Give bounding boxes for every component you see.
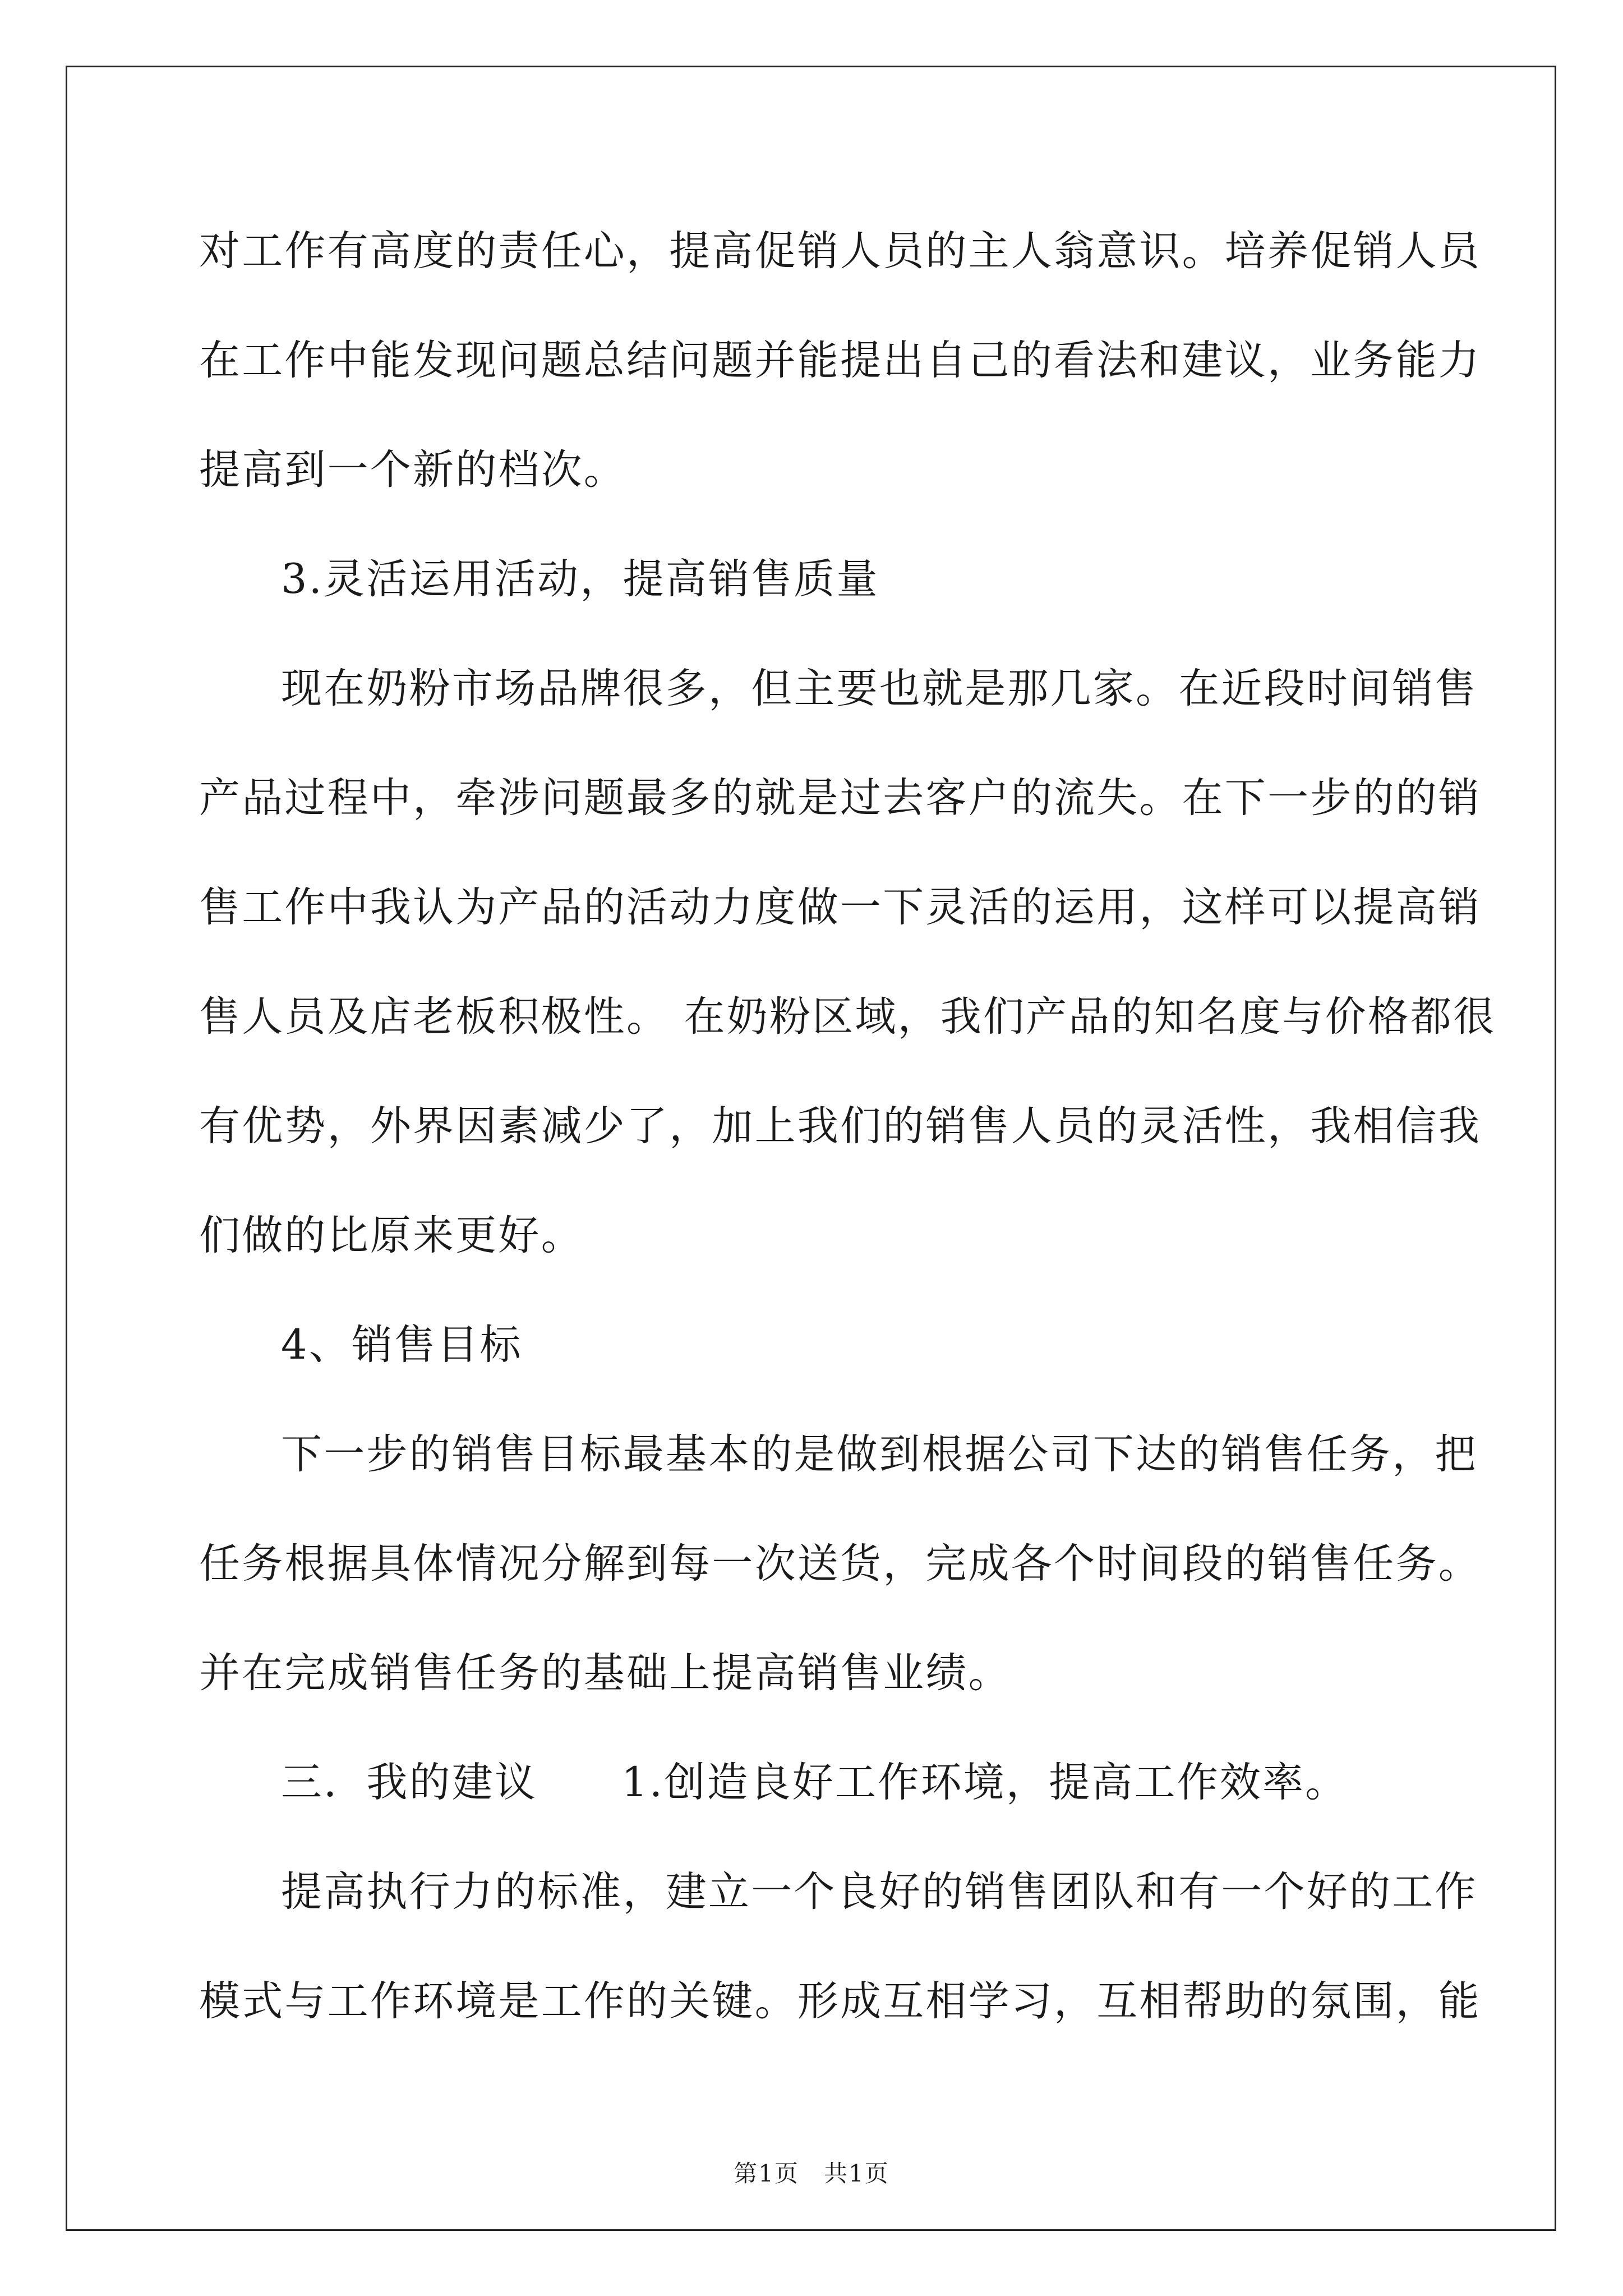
text-line: 模式与工作环境是工作的关键。形成互相学习，互相帮助的氛围，能 <box>199 1977 1481 2025</box>
text-line: 并在完成销售任务的基础上提高销售业绩。 <box>199 1649 1011 1697</box>
suggestions-heading: 三．我的建议 <box>281 1759 538 1806</box>
text-line: 售人员及店老板积极性。 在奶粉区域，我们产品的知名度与价格都很 <box>199 993 1496 1041</box>
text-line: 产品过程中，牵涉问题最多的就是过去客户的流失。在下一步的的销 <box>199 774 1481 822</box>
page-number: 第1页 共1页 <box>734 2160 889 2187</box>
text-line: 们做的比原来更好。 <box>199 1212 584 1259</box>
section-heading-4: 4、销售目标 <box>281 1321 523 1369</box>
text-line: 现在奶粉市场品牌很多，但主要也就是那几家。在近段时间销售 <box>281 665 1478 712</box>
text-line: 对工作有高度的责任心，提高促销人员的主人翁意识。培养促销人员 <box>199 227 1481 275</box>
subheading-1: 1.创造良好工作环境，提高工作效率。 <box>621 1759 1348 1806</box>
text-line: 任务根据具体情况分解到每一次送货，完成各个时间段的销售任务。 <box>199 1540 1481 1588</box>
document-body <box>199 210 1496 2070</box>
text-line: 售工作中我认为产品的活动力度做一下灵活的运用，这样可以提高销 <box>199 884 1481 931</box>
section-heading-3: 3.灵活运用活动，提高销售质量 <box>281 555 879 603</box>
text-line: 下一步的销售目标最基本的是做到根据公司下达的销售任务，把 <box>281 1430 1478 1478</box>
text-line: 在工作中能发现问题总结问题并能提出自己的看法和建议，业务能力 <box>199 337 1481 384</box>
section-heading-suggestions <box>199 1742 1430 1851</box>
text-line: 有优势，外界因素减少了，加上我们的销售人员的灵活性，我相信我 <box>199 1102 1481 1150</box>
text-line: 提高执行力的标准，建立一个良好的销售团队和有一个好的工作 <box>281 1868 1478 1916</box>
text-line: 提高到一个新的档次。 <box>199 446 626 494</box>
